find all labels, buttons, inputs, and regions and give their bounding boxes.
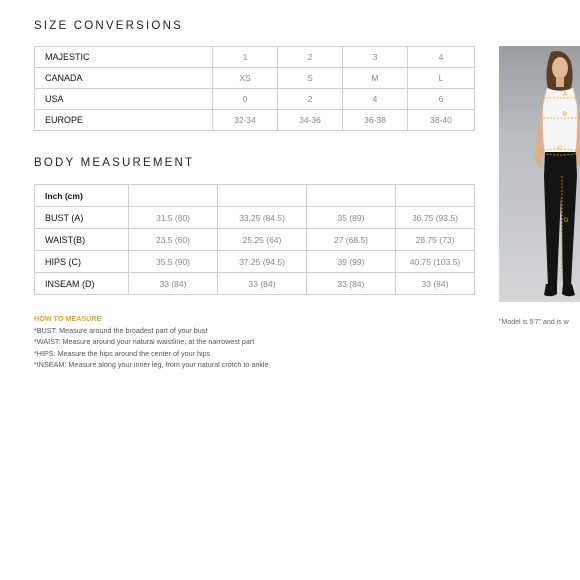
cell-value: L [408,68,475,89]
model-figure [499,46,580,302]
model-leggings [544,152,577,286]
cell-value: 39 (99) [307,251,396,273]
row-label: INSEAM (D) [35,273,129,295]
model-caption: "Model is 5'7" and is w [499,319,569,326]
cell-value: 32-34 [213,110,278,131]
cell-value: 36.75 (93.5) [396,207,475,229]
marker-a: A [563,92,568,98]
body-measurement-table [34,184,475,295]
table-header-row [35,185,475,207]
cell-value: 35.5 (90) [129,251,218,273]
row-label: BUST (A) [35,207,129,229]
cell-value: 31.5 (80) [129,207,218,229]
marker-c: C [558,146,563,152]
row-label: CANADA [35,68,213,89]
cell-value: 33.25 (84.5) [218,207,307,229]
cell-value: 33 (84) [396,273,475,295]
row-label: HIPS (C) [35,251,129,273]
cell-value: 34-36 [278,110,343,131]
table-row [35,47,475,68]
cell-value: 36-38 [343,110,408,131]
header-cell [218,185,307,207]
cell-value: 3 [343,47,408,68]
model-neck [556,77,564,87]
cell-value: 2 [278,89,343,110]
row-label: USA [35,89,213,110]
marker-b: B [563,112,568,118]
table-row [35,110,475,131]
cell-value: 2 [278,47,343,68]
cell-value: 33 (84) [218,273,307,295]
row-label: MAJESTIC [35,47,213,68]
how-to-measure [34,313,269,371]
cell-value: 40.75 (103.5) [396,251,475,273]
cell-value: 23.5 (60) [129,229,218,251]
model-photo [499,46,580,302]
how-to-line-bust: *BUST: Measure around the broadest part of your bust [34,325,208,335]
row-label: EUROPE [35,110,213,131]
size-conversions-table [34,46,475,131]
table-row [35,68,475,89]
header-cell [129,185,218,207]
cell-value: 33 (84) [307,273,396,295]
table-row [35,229,475,251]
how-to-line-waist: *WAIST: Measure around your natural waistline, at the narrowest part [34,337,255,346]
cell-value: 25.25 (64) [218,229,307,251]
cell-value: 33 (84) [129,273,218,295]
how-to-line-inseam: *INSEAM: Measure along your inner leg, from your natural crotch to ankle [34,360,269,369]
cell-value: M [343,68,408,89]
cell-value: 1 [213,47,278,68]
how-to-measure-title: HOW TO MEASURE [34,314,102,323]
cell-value: 37.25 (94.5) [218,251,307,273]
body-measurement-title: BODY MEASUREMENT [34,157,195,169]
header-cell [396,185,475,207]
model-head [552,57,568,79]
header-cell [307,185,396,207]
table-row [35,207,475,229]
cell-value: 4 [408,47,475,68]
size-conversions-title: SIZE CONVERSIONS [34,20,183,32]
cell-value: S [278,68,343,89]
row-label: WAIST(B) [35,229,129,251]
model-left-shoe [544,284,557,296]
cell-value: 28.75 (73) [396,229,475,251]
cell-value: XS [213,68,278,89]
cell-value: 38-40 [408,110,475,131]
table-row [35,273,475,295]
how-to-line-hips: *HIPS: Measure the hips around the center of your hips [34,348,211,358]
cell-value: 6 [408,89,475,110]
model-right-shoe [562,284,575,296]
cell-value: 0 [213,89,278,110]
table-row [35,89,475,110]
units-header: Inch (cm) [35,185,129,207]
table-row [35,251,475,273]
cell-value: 4 [343,89,408,110]
cell-value: 35 (89) [307,207,396,229]
marker-d: D [564,218,569,224]
cell-value: 27 (68.5) [307,229,396,251]
